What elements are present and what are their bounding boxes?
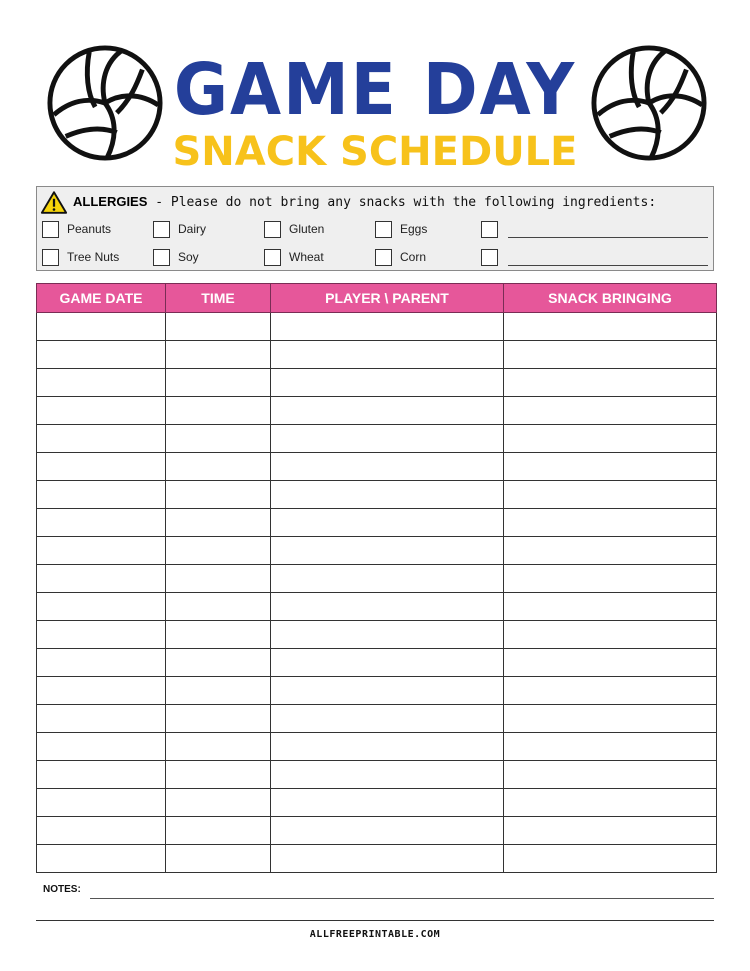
page-title: GAME DAY (173, 47, 577, 132)
table-cell[interactable] (37, 565, 166, 593)
table-cell[interactable] (166, 761, 271, 789)
table-row (37, 341, 717, 369)
table-row (37, 677, 717, 705)
table-row (37, 789, 717, 817)
table-cell[interactable] (37, 369, 166, 397)
checkbox[interactable] (42, 249, 59, 266)
table-cell[interactable] (271, 705, 504, 733)
table-cell[interactable] (271, 397, 504, 425)
table-cell[interactable] (37, 537, 166, 565)
table-row (37, 705, 717, 733)
table-cell[interactable] (271, 509, 504, 537)
notes-label: NOTES: (43, 884, 81, 895)
table-cell[interactable] (504, 481, 717, 509)
allergy-option-peanuts[interactable]: Peanuts (42, 219, 111, 239)
allergy-option-other-2[interactable] (481, 247, 506, 267)
table-cell[interactable] (166, 341, 271, 369)
table-row (37, 313, 717, 341)
table-cell[interactable] (271, 341, 504, 369)
table-cell[interactable] (271, 425, 504, 453)
footer-divider (36, 920, 714, 921)
table-cell[interactable] (504, 565, 717, 593)
checkbox[interactable] (153, 249, 170, 266)
checkbox[interactable] (375, 221, 392, 238)
table-cell[interactable] (504, 509, 717, 537)
table-row (37, 817, 717, 845)
table-cell[interactable] (37, 789, 166, 817)
table-cell[interactable] (504, 397, 717, 425)
table-cell[interactable] (271, 789, 504, 817)
table-cell[interactable] (504, 341, 717, 369)
allergies-label: ALLERGIES (73, 194, 148, 209)
table-cell[interactable] (166, 733, 271, 761)
table-row (37, 397, 717, 425)
table-cell[interactable] (166, 845, 271, 873)
table-cell[interactable] (271, 537, 504, 565)
table-cell[interactable] (37, 649, 166, 677)
table-cell[interactable] (271, 761, 504, 789)
checkbox[interactable] (481, 221, 498, 238)
table-row (37, 649, 717, 677)
table-cell[interactable] (271, 369, 504, 397)
table-cell[interactable] (271, 621, 504, 649)
table-cell[interactable] (271, 733, 504, 761)
table-cell[interactable] (37, 425, 166, 453)
table-cell[interactable] (166, 453, 271, 481)
table-cell[interactable] (271, 313, 504, 341)
column-header-snack-bringing: SNACK BRINGING (504, 284, 717, 313)
allergy-other-line[interactable] (508, 237, 708, 238)
table-cell[interactable] (166, 565, 271, 593)
table-cell[interactable] (271, 677, 504, 705)
table-row (37, 537, 717, 565)
table-cell[interactable] (37, 341, 166, 369)
allergy-option-wheat[interactable]: Wheat (264, 247, 324, 267)
allergies-message: - Please do not bring any snacks with the following ingredients: (147, 195, 657, 210)
table-cell[interactable] (166, 509, 271, 537)
table-cell[interactable] (37, 621, 166, 649)
table-cell[interactable] (37, 453, 166, 481)
table-cell[interactable] (166, 817, 271, 845)
allergy-option-soy[interactable]: Soy (153, 247, 199, 267)
table-cell[interactable] (166, 369, 271, 397)
column-header-time: TIME (166, 284, 271, 313)
table-row (37, 425, 717, 453)
table-cell[interactable] (37, 733, 166, 761)
table-row (37, 565, 717, 593)
checkbox[interactable] (264, 249, 281, 266)
table-row (37, 481, 717, 509)
allergy-option-gluten[interactable]: Gluten (264, 219, 324, 239)
table-cell[interactable] (504, 733, 717, 761)
table-cell[interactable] (166, 481, 271, 509)
table-header-row (37, 284, 717, 313)
allergies-panel (36, 186, 714, 271)
table-cell[interactable] (37, 313, 166, 341)
table-cell[interactable] (504, 845, 717, 873)
table-cell[interactable] (271, 817, 504, 845)
allergy-option-dairy[interactable]: Dairy (153, 219, 206, 239)
table-row (37, 593, 717, 621)
table-cell[interactable] (37, 481, 166, 509)
table-cell[interactable] (504, 649, 717, 677)
table-cell[interactable] (166, 593, 271, 621)
table-row (37, 621, 717, 649)
table-cell[interactable] (504, 621, 717, 649)
table-cell[interactable] (271, 649, 504, 677)
table-cell[interactable] (166, 789, 271, 817)
table-cell[interactable] (504, 817, 717, 845)
table-row (37, 761, 717, 789)
table-cell[interactable] (504, 537, 717, 565)
footer-site: ALLFREEPRINTABLE.COM (309, 929, 441, 940)
table-row (37, 733, 717, 761)
allergy-option-corn[interactable]: Corn (375, 247, 426, 267)
column-header-game-date: GAME DATE (37, 284, 166, 313)
allergy-option-tree-nuts[interactable]: Tree Nuts (42, 247, 119, 267)
table-cell[interactable] (166, 621, 271, 649)
table-row (37, 845, 717, 873)
table-cell[interactable] (166, 537, 271, 565)
table-cell[interactable] (37, 397, 166, 425)
table-cell[interactable] (271, 593, 504, 621)
allergies-heading (73, 194, 656, 210)
table-cell[interactable] (504, 789, 717, 817)
table-cell[interactable] (504, 453, 717, 481)
table-cell[interactable] (504, 761, 717, 789)
table-cell[interactable] (271, 565, 504, 593)
table-cell[interactable] (166, 677, 271, 705)
checkbox[interactable] (375, 249, 392, 266)
table-row (37, 509, 717, 537)
allergy-option-other-1[interactable] (481, 219, 506, 239)
table-cell[interactable] (504, 705, 717, 733)
table-cell[interactable] (37, 509, 166, 537)
table-body (37, 313, 717, 873)
table-cell[interactable] (37, 817, 166, 845)
allergy-option-eggs[interactable]: Eggs (375, 219, 427, 239)
checkbox[interactable] (153, 221, 170, 238)
table-cell[interactable] (37, 593, 166, 621)
table-cell[interactable] (166, 425, 271, 453)
table-cell[interactable] (166, 705, 271, 733)
table-row (37, 453, 717, 481)
page-subtitle: SNACK SCHEDULE (172, 129, 578, 175)
table-cell[interactable] (271, 481, 504, 509)
table-cell[interactable] (37, 677, 166, 705)
table-cell[interactable] (504, 677, 717, 705)
table-cell[interactable] (166, 397, 271, 425)
table-cell[interactable] (166, 649, 271, 677)
table-row (37, 369, 717, 397)
table-cell[interactable] (504, 593, 717, 621)
warning-icon (40, 190, 68, 215)
checkbox[interactable] (264, 221, 281, 238)
table-cell[interactable] (37, 705, 166, 733)
table-cell[interactable] (504, 425, 717, 453)
checkbox[interactable] (481, 249, 498, 266)
column-header-player-parent: PLAYER \ PARENT (271, 284, 504, 313)
checkbox[interactable] (42, 221, 59, 238)
allergy-other-line[interactable] (508, 265, 708, 266)
table-cell[interactable] (37, 845, 166, 873)
table-cell[interactable] (271, 453, 504, 481)
table-cell[interactable] (166, 313, 271, 341)
table-cell[interactable] (37, 761, 166, 789)
table-cell[interactable] (504, 313, 717, 341)
notes-line[interactable] (90, 898, 714, 899)
table-cell[interactable] (271, 845, 504, 873)
snack-schedule-table (36, 283, 717, 873)
table-cell[interactable] (504, 369, 717, 397)
